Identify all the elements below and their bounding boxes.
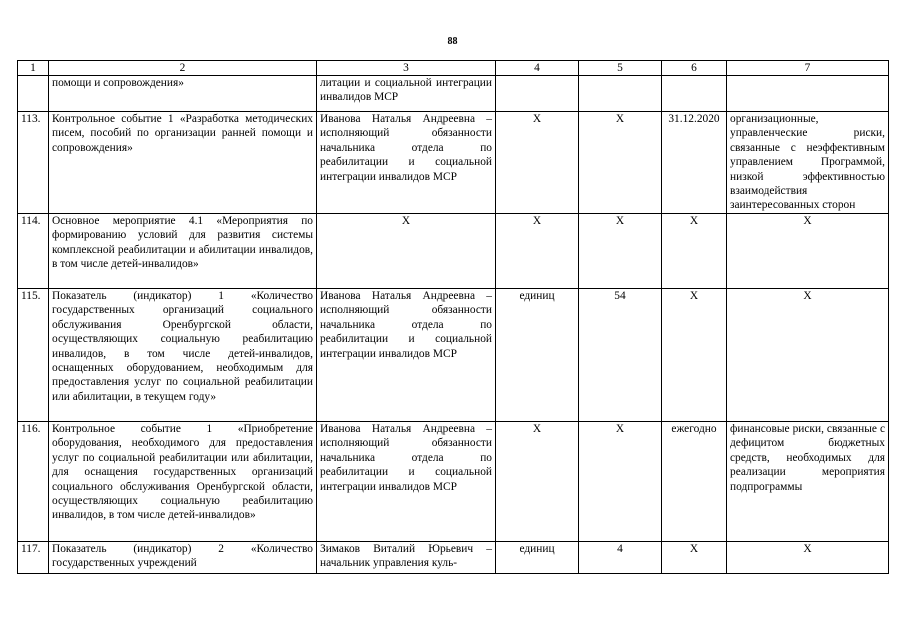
unit-cell: единиц — [496, 542, 579, 574]
measures-table — [17, 60, 889, 574]
risks-cell: финансовые риски, связанные с дефицитом бюджетных средств, необходимых для реализации мероприятия подпрограммы — [727, 422, 889, 542]
value-cell: 4 — [579, 542, 662, 574]
table-row — [18, 422, 889, 542]
col-header-4: 4 — [496, 61, 579, 76]
row-number: 113. — [18, 112, 49, 214]
deadline-cell: Х — [662, 289, 727, 422]
responsible-person: Иванова Наталья Андреевна – исполняющий обязанности начальника отдела по реабилитации и социальной интеграции инвалидов МСР — [317, 422, 496, 542]
value-cell: 54 — [579, 289, 662, 422]
col-header-3: 3 — [317, 61, 496, 76]
risks-cell: Х — [727, 289, 889, 422]
risks-cell: Х — [727, 542, 889, 574]
col-header-2: 2 — [49, 61, 317, 76]
risks-cell: организационные, управленческие риски, связанные с неэффективным управлением Программой, низкой эффективностью взаимодействия заинтересованных сторон — [727, 112, 889, 214]
value-cell — [579, 76, 662, 112]
value-cell: Х — [579, 112, 662, 214]
unit-cell — [496, 76, 579, 112]
table-row — [18, 76, 889, 112]
col-header-5: 5 — [579, 61, 662, 76]
col-header-1: 1 — [18, 61, 49, 76]
deadline-cell: 31.12.2020 — [662, 112, 727, 214]
row-number: 115. — [18, 289, 49, 422]
row-number: 114. — [18, 214, 49, 289]
column-number-row — [18, 61, 889, 76]
deadline-cell: ежегодно — [662, 422, 727, 542]
risks-cell — [727, 76, 889, 112]
table-row — [18, 542, 889, 574]
risks-cell: Х — [727, 214, 889, 289]
responsible-person: Иванова Наталья Андреевна – исполняющий обязанности начальника отдела по реабилитации и социальной интеграции инвалидов МСР — [317, 112, 496, 214]
unit-cell: Х — [496, 422, 579, 542]
row-number: 117. — [18, 542, 49, 574]
responsible-person: Х — [317, 214, 496, 289]
measure-name: Контрольное событие 1 «Разработка методических писем, пособий по организации ранней помощи и сопровождения» — [49, 112, 317, 214]
col-header-6: 6 — [662, 61, 727, 76]
value-cell: Х — [579, 214, 662, 289]
measure-name: Основное мероприятие 4.1 «Мероприятия по формированию условий для развития системы комплексной реабилитации и абилитации инвалидов, в том числе детей-инвалидов» — [49, 214, 317, 289]
row-number — [18, 76, 49, 112]
responsible-person: Иванова Наталья Андреевна – исполняющий обязанности начальника отдела по реабилитации и социальной интеграции инвалидов МСР — [317, 289, 496, 422]
unit-cell: единиц — [496, 289, 579, 422]
page-number: 88 — [447, 36, 458, 47]
deadline-cell — [662, 76, 727, 112]
deadline-cell: Х — [662, 214, 727, 289]
unit-cell: Х — [496, 112, 579, 214]
measure-name: помощи и сопровождения» — [49, 76, 317, 112]
measure-name: Показатель (индикатор) 1 «Количество государственных организаций социального обслуживания Оренбургской области, осуществляющих социальную реабилитацию инвалидов, в том числе детей-инвалидов, оснащенных оборудованием, необходимым для предоставления услуг по социальной реабилитации или абилитации, в текущем году» — [49, 289, 317, 422]
value-cell: Х — [579, 422, 662, 542]
measure-name: Контрольное событие 1 «Приобретение оборудования, необходимого для предоставления услуг по социальной реабилитации или абилитации, для оснащения государственных организаций социального обслуживания Оренбургской области, осуществляющих социальную реабилитацию инвалидов, в том числе детей-инвалидов» — [49, 422, 317, 542]
table-row — [18, 289, 889, 422]
responsible-person: Зимаков Виталий Юрьевич – начальник управления куль- — [317, 542, 496, 574]
unit-cell: Х — [496, 214, 579, 289]
row-number: 116. — [18, 422, 49, 542]
deadline-cell: Х — [662, 542, 727, 574]
responsible-person: литации и социальной интеграции инвалидов МСР — [317, 76, 496, 112]
col-header-7: 7 — [727, 61, 889, 76]
table-row — [18, 214, 889, 289]
measure-name: Показатель (индикатор) 2 «Количество государственных учреждений — [49, 542, 317, 574]
table-row — [18, 112, 889, 214]
